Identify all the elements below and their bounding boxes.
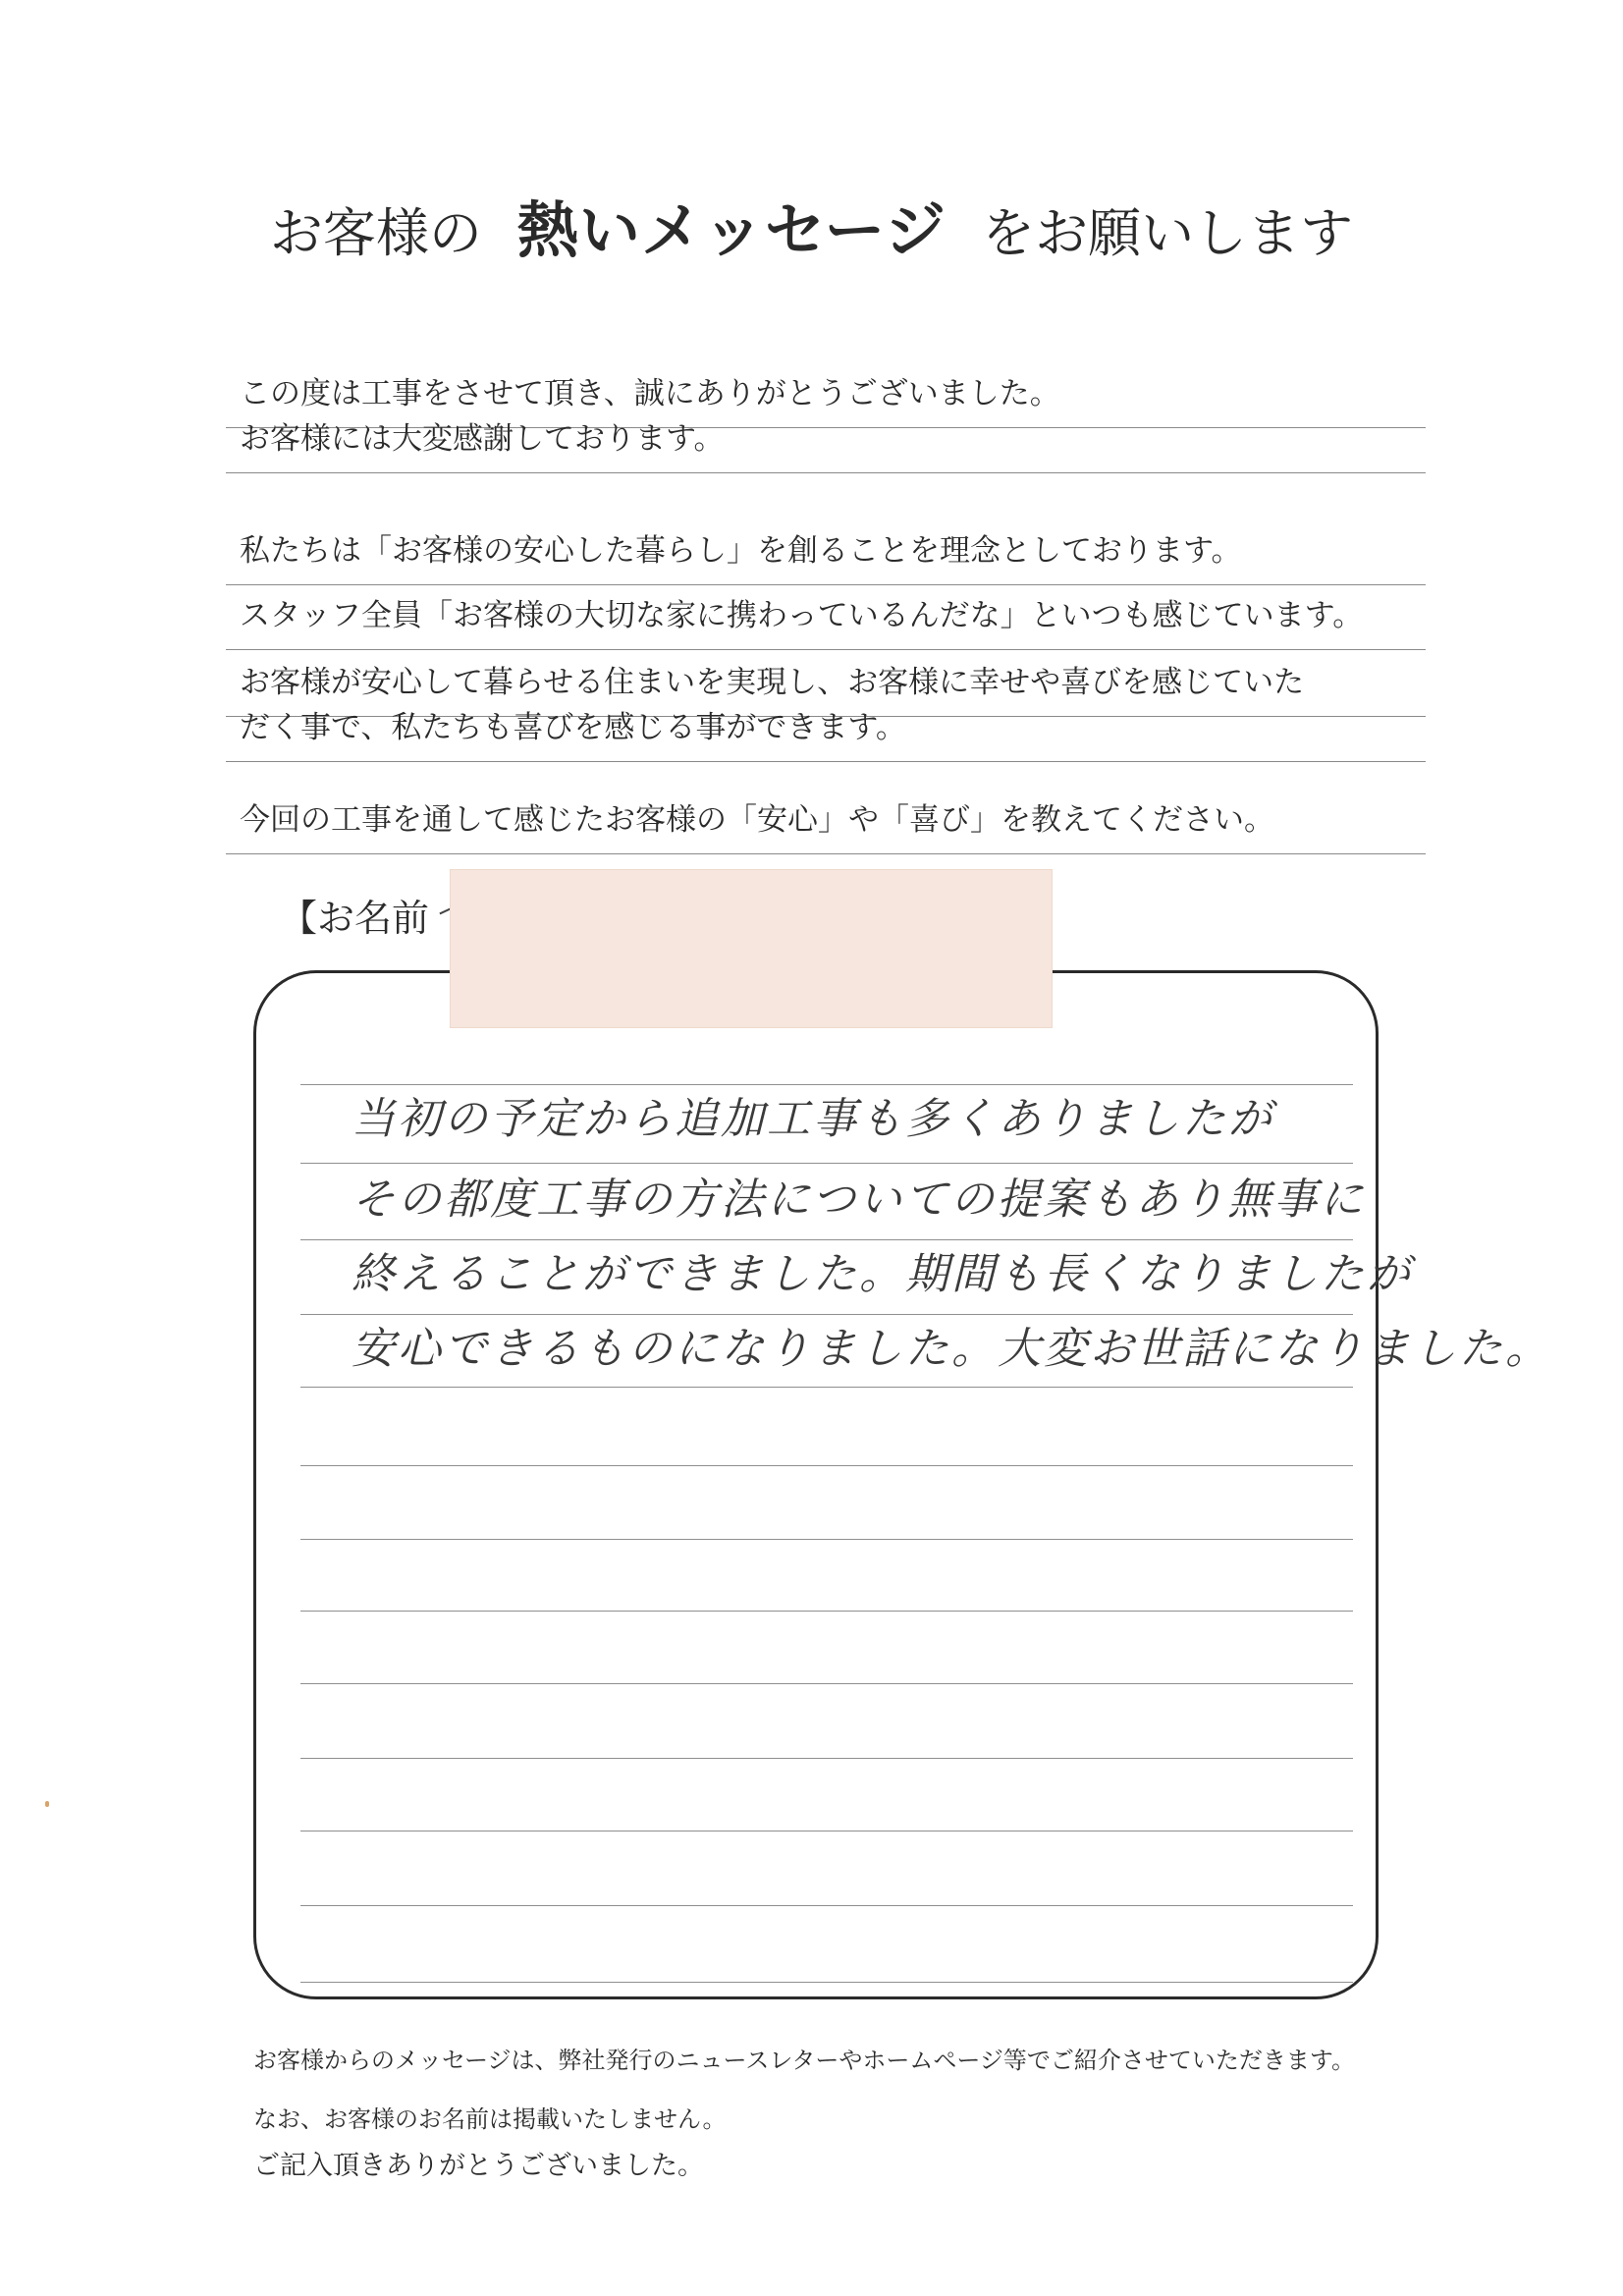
message-line: 当初の予定から追加工事も多くありましたが xyxy=(352,1094,1274,1144)
ruled-line xyxy=(300,1314,1353,1315)
footer-thanks: ご記入頂きありがとうございました。 xyxy=(253,2151,704,2181)
name-label: 【お名前 xyxy=(280,897,430,940)
message-line: 終えることができました。期間も長くなりましたが xyxy=(352,1249,1413,1299)
ruled-line xyxy=(300,1465,1353,1466)
ruled-line xyxy=(300,1683,1353,1684)
title-suffix: をお願いします xyxy=(982,202,1354,264)
title-prefix: お客様の xyxy=(269,202,482,264)
scan-speck xyxy=(45,1801,49,1807)
footer-note: お客様からのメッセージは、弊社発行のニュースレターやホームページ等でご紹介させていただきます。 xyxy=(253,2047,1355,2074)
intro-line: スタッフ全員「お客様の大切な家に携わっているんだな」といつも感じています。 xyxy=(226,581,1426,650)
ruled-line xyxy=(300,1611,1353,1612)
intro-line: お客様には大変感謝しております。 xyxy=(226,405,1426,473)
title-emphasis: 熱いメッセージ xyxy=(516,194,947,266)
ruled-line xyxy=(300,1758,1353,1759)
page-title xyxy=(0,191,1623,273)
intro-line: この度は工事をさせて頂き、誠にありがとうございました。 xyxy=(226,359,1426,428)
ruled-line xyxy=(300,1239,1353,1240)
ruled-line xyxy=(300,1539,1353,1540)
ruled-line xyxy=(300,1084,1353,1085)
ruled-line xyxy=(300,1387,1353,1388)
ruled-line xyxy=(300,1982,1353,1983)
intro-line: お客様が安心して暮らせる住まいを実現し、お客様に幸せや喜びを感じていた xyxy=(226,648,1426,717)
ruled-line xyxy=(300,1905,1353,1906)
message-line: その都度工事の方法についての提案もあり無事に xyxy=(352,1175,1367,1225)
footer-note: なお、お客様のお名前は掲載いたしません。 xyxy=(253,2105,727,2133)
ruled-line xyxy=(300,1163,1353,1164)
name-redaction-tape xyxy=(450,869,1053,1028)
message-line: 安心できるものになりました。大変お世話になりました。 xyxy=(352,1324,1551,1374)
intro-line: 私たちは「お客様の安心した暮らし」を創ることを理念としております。 xyxy=(226,517,1426,585)
intro-line: だく事で、私たちも喜びを感じる事ができます。 xyxy=(226,693,1426,762)
intro-line: 今回の工事を通して感じたお客様の「安心」や「喜び」を教えてください。 xyxy=(226,786,1426,854)
